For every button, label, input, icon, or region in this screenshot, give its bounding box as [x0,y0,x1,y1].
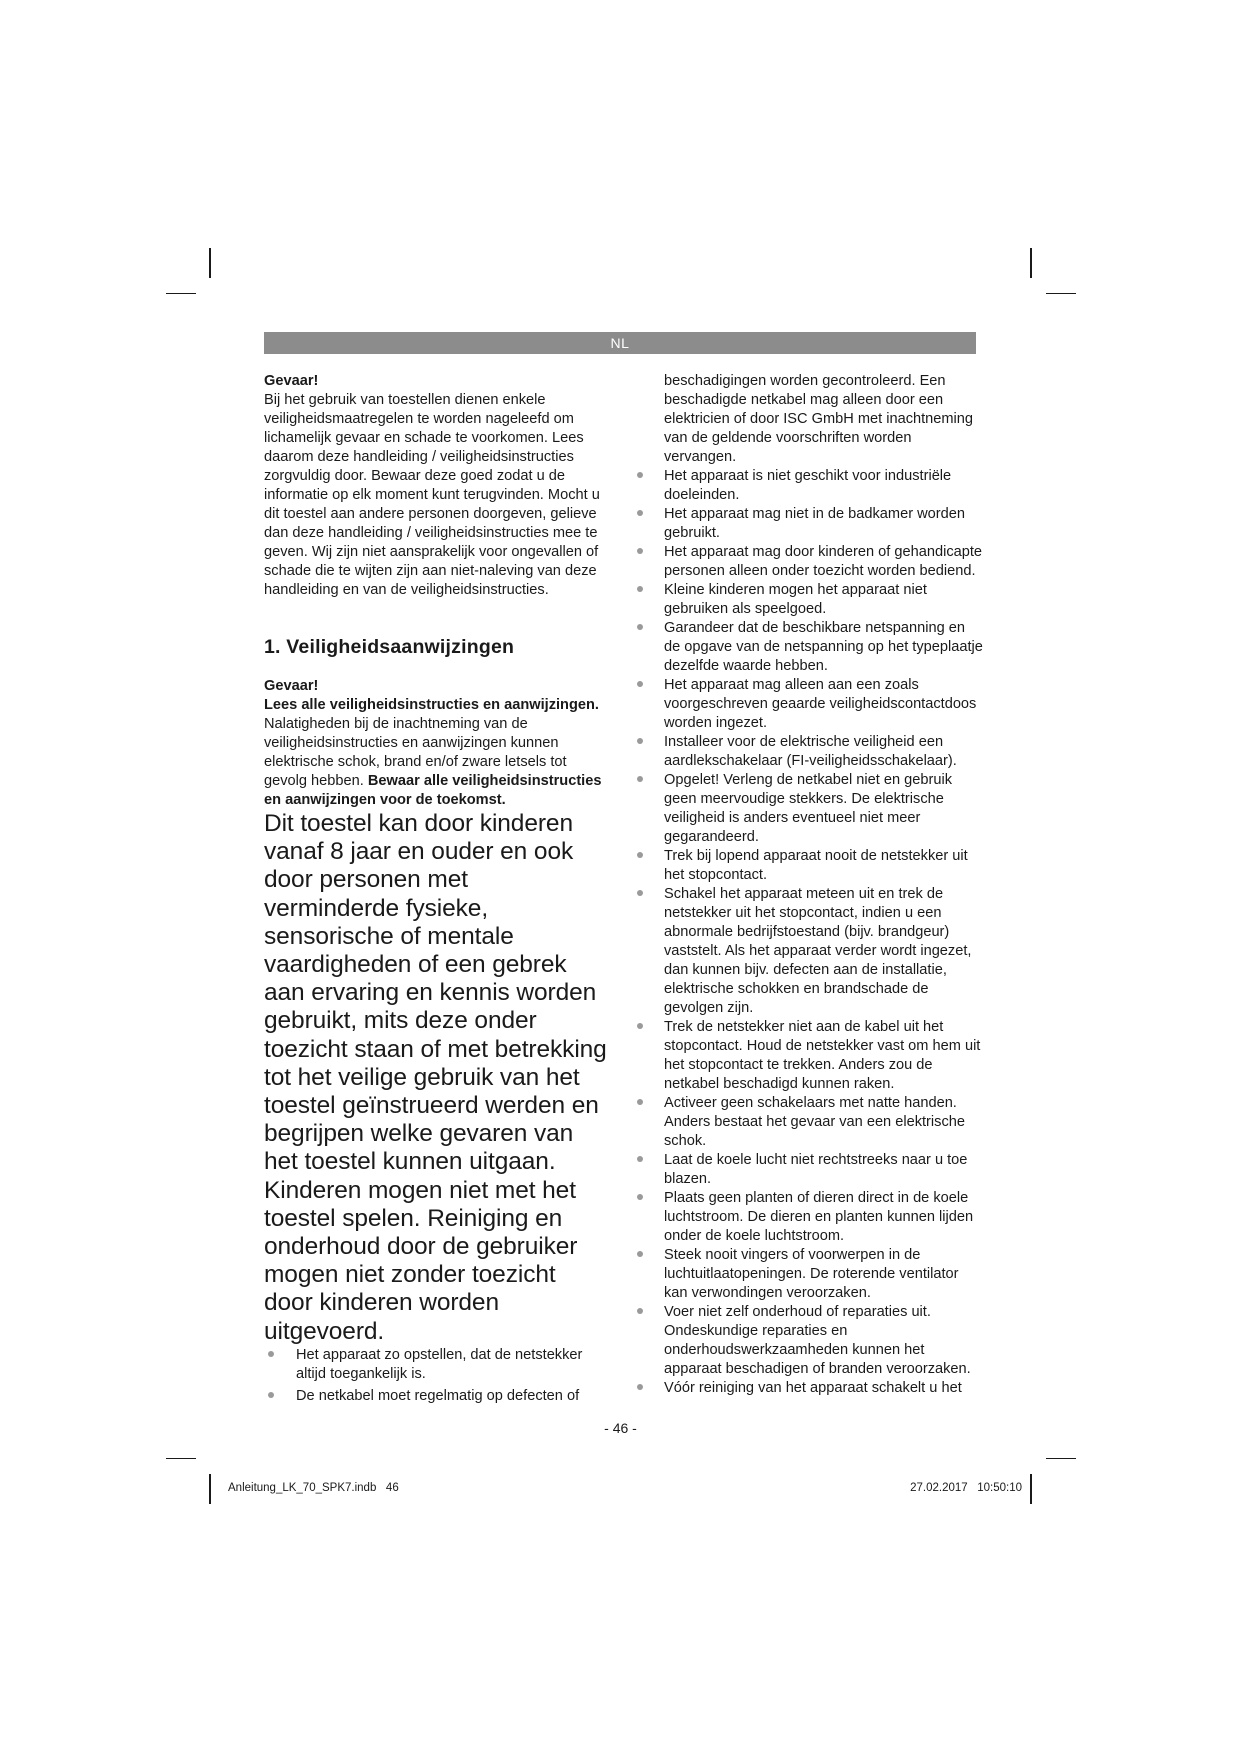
crop-mark [209,248,211,278]
read-normal: Nalatigheden bij de inachtneming van de veiligheidsinstructies en aanwijzingen kunnen elektrische schok, brand en/of zware letsels tot gevolg hebben. [264,716,567,789]
crop-mark [209,1474,211,1504]
list-item-text: Het apparaat mag door kinderen of gehandicapte personen alleen onder toezicht worden bediend. [664,544,983,579]
read-bold: Lees alle veiligheidsinstructies en aanwijzingen. [264,697,599,713]
list-item-text: Activeer geen schakelaars met natte handen. Anders bestaat het gevaar van een elektrische schok. [664,1095,965,1149]
page-number: - 46 - [604,1420,637,1436]
list-item-text: Plaats geen planten of dieren direct in de koele luchtstroom. De dieren en planten kunnen lijden onder de koele luchtstroom. [664,1190,974,1244]
list-item-text: Schakel het apparaat meteen uit en trek de netstekker uit het stopcontact, indien u een abnormale bedrijfstoestand (bijv. brandgeur) vaststelt. Als het apparaat verder wordt ingezet, dan kunnen bijv. defecten aan de installatie, elektrische schokken en brandschade de gevolgen zijn. [664,886,972,1016]
right-column [664,372,984,1398]
read-instructions-paragraph [264,696,609,810]
list-item-text: Trek de netstekker niet aan de kabel uit het stopcontact. Houd de netstekker vast om hem uit het stopcontact te trekken. Anders zou de netkabel beschadigd kunnen raken. [664,1019,981,1092]
warning-title-2: Gevaar! [264,678,319,694]
list-item [664,1303,984,1379]
footer-file-name: Anleitung_LK_70_SPK7.indb 46 [228,1482,399,1494]
list-item-text: Steek nooit vingers of voorwerpen in de luchtuitlaatopeningen. De roterende ventilator kan verwondingen veroorzaken. [664,1247,959,1301]
list-item [664,1094,984,1151]
list-item [664,885,984,1018]
bullet-icon [637,472,643,478]
list-item [664,1018,984,1094]
warning-title: Gevaar! [264,373,319,389]
list-item-text: Trek bij lopend apparaat nooit de netstekker uit het stopcontact. [664,848,968,883]
continuation-text: beschadigingen worden gecontroleerd. Een beschadigde netkabel mag alleen door een elektricien of door ISC GmbH met inachtneming van de geldende voorschriften worden vervangen. [664,373,974,465]
keep-bold: Bewaar alle veiligheidsinstructies en aanwijzingen voor de toekomst. [264,773,602,808]
list-item [264,1387,609,1406]
bullet-icon [637,852,643,858]
list-item [664,619,984,676]
bullet-icon [637,1194,643,1200]
crop-mark [1046,293,1076,294]
list-item-text: De netkabel moet regelmatig op defecten of [296,1387,580,1404]
list-item [664,1379,984,1398]
children-notice: Dit toestel kan door kinderen vanaf 8 jaar en ouder en ook door personen met verminderde fysieke, sensorische of mentale vaardigheden of een gebrek aan ervaring en kennis worden gebruikt, mits deze onder toezicht staan of met betrekking tot het veilige gebruik van het toestel geïnstrueerd werden en begrijpen welke gevaren van het toestel kunnen uitgaan. Kinderen mogen niet met het toestel spelen. Reiniging en onderhoud door de gebruiker mogen niet zonder toezicht door kinderen worden uitgevoerd. [264,810,607,1345]
list-item-text: Het apparaat mag alleen aan een zoals voorgeschreven geaarde veiligheidscontactdoos worden ingezet. [664,677,977,731]
list-item-text: Vóór reiniging van het apparaat schakelt u het [664,1380,962,1396]
list-item [664,1189,984,1246]
list-item [664,581,984,619]
crop-mark [1030,248,1032,278]
bullet-icon [637,1156,643,1162]
language-header-bar: NL [264,332,976,354]
bullet-icon [637,548,643,554]
crop-mark [166,293,196,294]
list-item-text: Garandeer dat de beschikbare netspanning en de opgave van de netspanning op het typeplaatje dezelfde waarde hebben. [664,620,983,674]
left-column [264,372,609,1409]
crop-mark [166,1458,196,1459]
footer-timestamp: 27.02.2017 10:50:10 [910,1482,1022,1494]
list-item [664,771,984,847]
list-item-text: Kleine kinderen mogen het apparaat niet gebruiken als speelgoed. [664,582,927,617]
bullet-icon [637,1308,643,1314]
bullet-icon [637,1384,643,1390]
bullet-icon [268,1351,274,1357]
list-item [664,505,984,543]
crop-mark [1030,1474,1032,1504]
bullet-icon [637,681,643,687]
right-bullet-list [664,467,984,1398]
bullet-icon [637,510,643,516]
list-item [664,467,984,505]
bullet-icon [637,1099,643,1105]
list-item-text: Installeer voor de elektrische veiligheid een aardlekschakelaar (FI-veiligheidsschakelaar). [664,734,957,769]
bullet-icon [637,1251,643,1257]
bullet-icon [637,890,643,896]
bullet-icon [637,586,643,592]
bullet-icon [637,738,643,744]
list-item [664,543,984,581]
list-item-text: Opgelet! Verleng de netkabel niet en gebruik geen meervoudige stekkers. De elektrische veiligheid is anders eventueel niet meer gegarandeerd. [664,772,953,845]
bullet-icon [637,1023,643,1029]
left-bullet-list [264,1346,609,1406]
list-item [664,1151,984,1189]
crop-mark [1046,1458,1076,1459]
list-item-text: Het apparaat zo opstellen, dat de netstekker altijd toegankelijk is. [296,1346,583,1382]
list-item-text: Voer niet zelf onderhoud of reparaties uit. Ondeskundige reparaties en onderhoudswerkzaamheden kunnen het apparaat beschadigen of branden veroorzaken. [664,1304,971,1377]
list-item [664,676,984,733]
bullet-icon [637,776,643,782]
list-item-text: Het apparaat mag niet in de badkamer worden gebruikt. [664,506,965,541]
intro-text: Bij het gebruik van toestellen dienen enkele veiligheidsmaatregelen te worden nageleefd om lichamelijk gevaar en schade te voorkomen. Lees daarom deze handleiding / veiligheidsinstructies zorgvuldig door. Bewaar deze goed zodat u de informatie op elk moment kunt terugvinden. Mocht u dit toestel aan andere personen doorgeven, gelieve dan deze handleiding / veiligheidsinstructies mee te geven. Wij zijn niet aansprakelijk voor ongevallen of schade die te wijten zijn aan niet-naleving van deze handleiding en van de veiligheidsinstructies. [264,392,600,598]
bullet-icon [637,624,643,630]
list-item-text: Het apparaat is niet geschikt voor industriële doeleinden. [664,468,952,503]
list-item [264,1346,609,1384]
section-title: 1. Veiligheidsaanwijzingen [264,636,515,658]
list-item [664,1246,984,1303]
list-item-text: Laat de koele lucht niet rechtstreeks naar u toe blazen. [664,1152,968,1187]
list-item [664,847,984,885]
bullet-icon [268,1392,274,1398]
list-item [664,733,984,771]
